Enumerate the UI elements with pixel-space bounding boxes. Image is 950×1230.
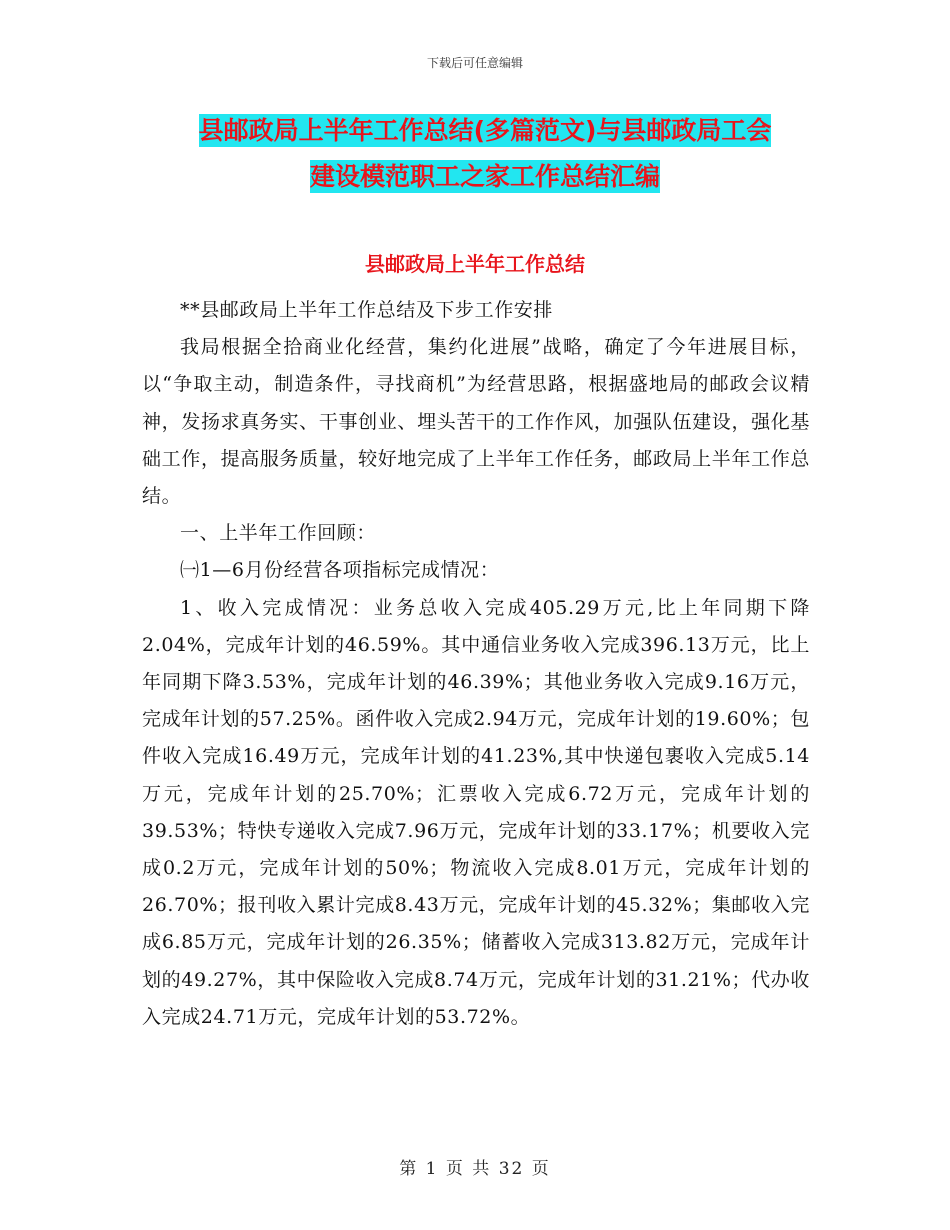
- header-note: 下载后可任意编辑: [426, 56, 523, 70]
- paragraph-intro: 我局根据全拾商业化经营，集约化进展”战略，确定了今年进展目标，以“争取主动，制造条件，寻找商机”为经营思路，根据盛地局的邮政会议精神，发扬求真务实、干事创业、埋头苦干的工作作风，加强队伍建设，强化基础工作，提高服务质量，较好地完成了上半年工作任务，邮政局上半年工作总结。: [142, 336, 810, 508]
- paragraph-heading-indicators: ㈠1—6月份经营各项指标完成情况：: [180, 559, 500, 582]
- paragraph-heading-review: 一、上半年工作回顾：: [180, 522, 377, 545]
- document-title: [140, 108, 830, 200]
- document-title-line-2: 建设模范职工之家工作总结汇编: [309, 162, 660, 191]
- paragraph-subtitle: **县邮政局上半年工作总结及下步工作安排: [180, 299, 554, 321]
- document-title-line-1: 县邮政局上半年工作总结(多篇范文)与县邮政局工会: [198, 116, 772, 145]
- section-title: 县邮政局上半年工作总结: [365, 252, 585, 276]
- page-number: 第 1 页 共 32 页: [399, 1159, 551, 1179]
- paragraph-income: 1、收入完成情况：业务总收入完成405.29万元,比上年同期下降2.04%，完成年计划的46.59%。其中通信业务收入完成396.13万元，比上年同期下降3.53%，完成年计划的46.39%；其他业务收入完成9.16万元，完成年计划的57.25%。函件收入完成2.94万元，完成年计划的19.60%；包件收入完成16.49万元，完成年计划的41.23%,其中快递包裹收入完成5.14万元，完成年计划的25.70%；汇票收入完成6.72万元，完成年计划的39.53%；特快专递收入完成7.96万元，完成年计划的33.17%；机要收入完成0.2万元，完成年计划的50%；物流收入完成8.01万元，完成年计划的26.70%；报刊收入累计完成8.43万元，完成年计划的45.32%；集邮收入完成6.85万元，完成年计划的26.35%；储蓄收入完成313.82万元，完成年计划的49.27%，其中保险收入完成8.74万元，完成年计划的31.21%；代办收入完成24.71万元，完成年计划的53.72%。: [142, 596, 810, 1028]
- body-text: [142, 292, 810, 1036]
